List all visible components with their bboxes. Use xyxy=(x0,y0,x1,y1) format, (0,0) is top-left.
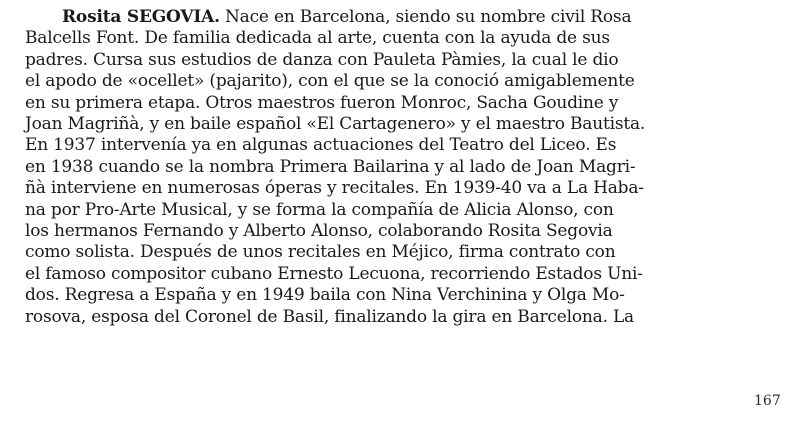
text-line: ñà interviene en numerosas óperas y recitales. En 1939-40 va a La Haba- xyxy=(25,178,644,199)
page-number: 167 xyxy=(754,393,781,409)
text-line: en 1938 cuando se la nombra Primera Bailarina y al lado de Joan Magri- xyxy=(25,156,636,177)
text-line: En 1937 intervenía ya en algunas actuaciones del Teatro del Liceo. Es xyxy=(25,135,617,156)
text-line: na por Pro-Arte Musical, y se forma la compañía de Alicia Alonso, con xyxy=(25,199,614,220)
text-line: en su primera etapa. Otros maestros fueron Monroc, Sacha Goudine y xyxy=(25,92,619,113)
text-line: como solista. Después de unos recitales en Méjico, firma contrato con xyxy=(25,242,616,263)
text-line: los hermanos Fernando y Alberto Alonso, colaborando Rosita Segovia xyxy=(25,221,613,242)
text-line: Balcells Font. De familia dedicada al arte, cuenta con la ayuda de sus xyxy=(25,28,610,49)
text-line: el apodo de «ocellet» (pajarito), con el que se la conoció amigablemente xyxy=(25,71,635,92)
text-line: rosova, esposa del Coronel de Basil, finalizando la gira en Barcelona. La xyxy=(25,306,634,327)
text-line: dos. Regresa a España y en 1949 baila con Nina Verchinina y Olga Mo- xyxy=(25,285,625,306)
text-line xyxy=(25,7,765,28)
entry-headword: Rosita SEGOVIA. xyxy=(62,7,220,27)
biography-entry xyxy=(25,7,765,328)
text-line-content: Nace en Barcelona, siendo su nombre civil Rosa xyxy=(219,7,632,27)
text-line: el famoso compositor cubano Ernesto Lecuona, recorriendo Estados Uni- xyxy=(25,263,643,284)
text-line: padres. Cursa sus estudios de danza con Pauleta Pàmies, la cual le dio xyxy=(25,49,619,70)
text-line: Joan Magriñà, y en baile español «El Cartagenero» y el maestro Bautista. xyxy=(25,114,646,135)
